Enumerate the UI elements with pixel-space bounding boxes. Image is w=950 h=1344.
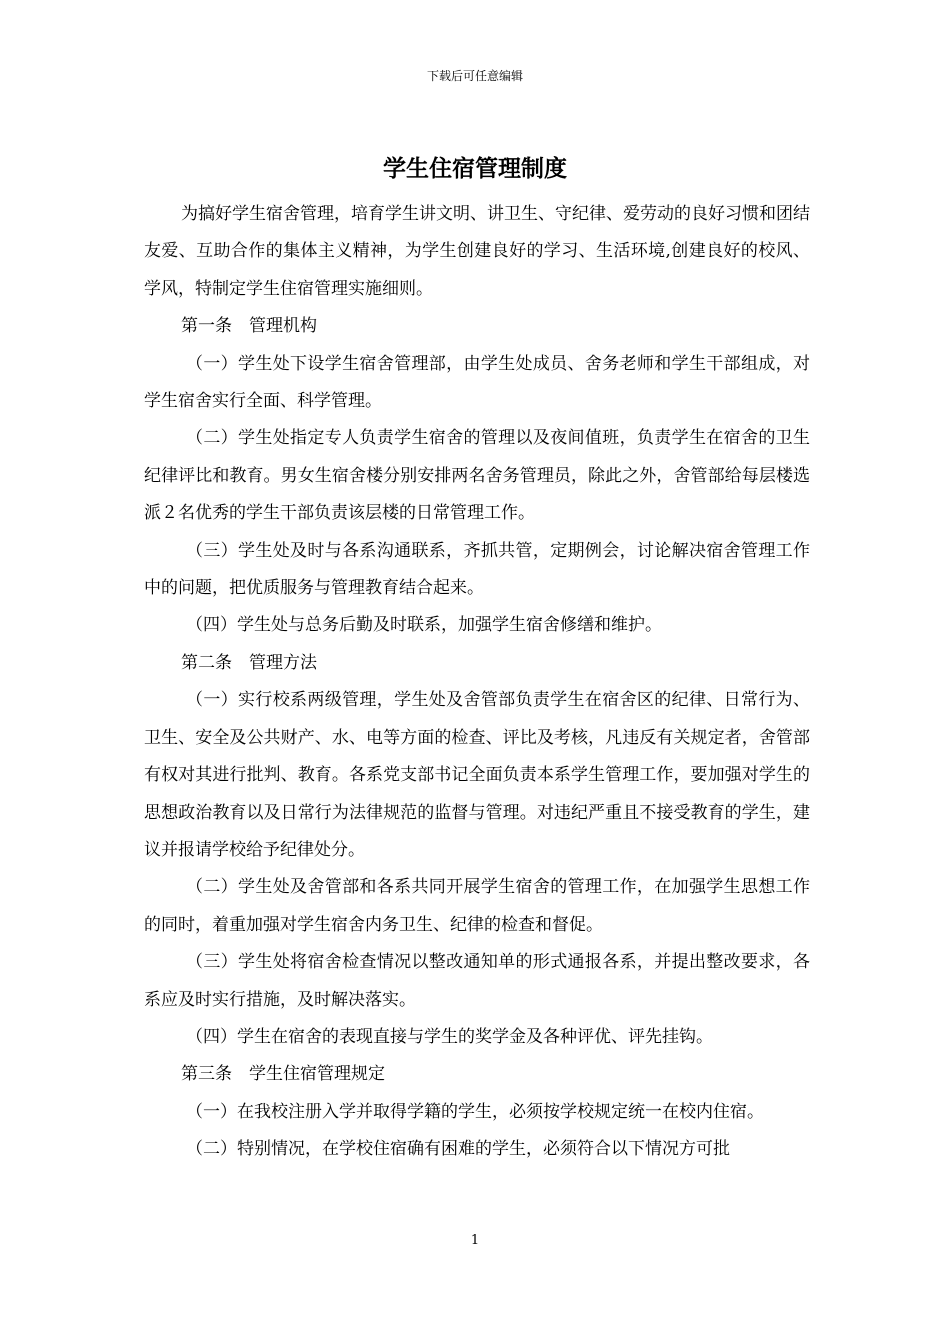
article-clause: （一）在我校注册入学并取得学籍的学生，必须按学校规定统一在校内住宿。 xyxy=(186,1101,764,1122)
article-clause: （四）学生在宿舍的表现直接与学生的奖学金及各种评优、评先挂钩。 xyxy=(186,1026,713,1047)
article-clause: （二）特别情况，在学校住宿确有困难的学生，必须符合以下情况方可批 xyxy=(186,1139,730,1160)
article-clause: （一）实行校系两级管理，学生处及舍管部负责学生在宿舍区的纪律、日常行为、卫生、安全及公共财产、水、电等方面的检查、评比及考核，凡违反有关规定者，舍管部有权对其进行批判、教育。各系党支部书记全面负责本系学生管理工作，要加强对学生的思想政治教育以及日常行为法律规范的监督与管理。对违纪严重且不接受教育的学生，建议并报请学校给予纪律处分。 xyxy=(144,690,810,860)
article-heading: 第二条 管理方法 xyxy=(181,652,317,673)
page-number: 1 xyxy=(470,1233,480,1248)
article-clause: （三）学生处将宿舍检查情况以整改通知单的形式通报各系，并提出整改要求，各系应及时实行措施，及时解决落实。 xyxy=(144,952,810,1010)
article-clause: （一）学生处下设学生宿舍管理部，由学生处成员、舍务老师和学生干部组成，对学生宿舍实行全面、科学管理。 xyxy=(144,353,810,412)
article-heading: 第三条 学生住宿管理规定 xyxy=(181,1064,385,1085)
article-heading: 第一条 管理机构 xyxy=(181,316,317,337)
document-title: 学生住宿管理制度 xyxy=(383,155,567,182)
document-body xyxy=(144,196,810,1169)
article-clause: （二）学生处指定专人负责学生宿舍的管理以及夜间值班，负责学生在宿舍的卫生纪律评比和教育。男女生宿舍楼分别安排两名舍务管理员，除此之外，舍管部给每层楼选派２名优秀的学生干部负责该层楼的日常管理工作。 xyxy=(144,428,810,524)
intro-paragraph: 为搞好学生宿舍管理，培育学生讲文明、讲卫生、守纪律、爱劳动的良好习惯和团结友爱、互助合作的集体主义精神，为学生创建良好的学习、生活环境,创建良好的校风、学风，特制定学生住宿管理实施细则。 xyxy=(144,204,810,299)
article-clause: （二）学生处及舍管部和各系共同开展学生宿舍的管理工作，在加强学生思想工作的同时，着重加强对学生宿舍内务卫生、纪律的检查和督促。 xyxy=(144,877,810,935)
article-clause: （四）学生处与总务后勤及时联系，加强学生宿舍修缮和维护。 xyxy=(186,615,662,636)
article-clause: （三）学生处及时与各系沟通联系，齐抓共管，定期例会，讨论解决宿舍管理工作中的问题，把优质服务与管理教育结合起来。 xyxy=(144,540,810,599)
header-note: 下载后可任意编辑 xyxy=(426,69,523,83)
